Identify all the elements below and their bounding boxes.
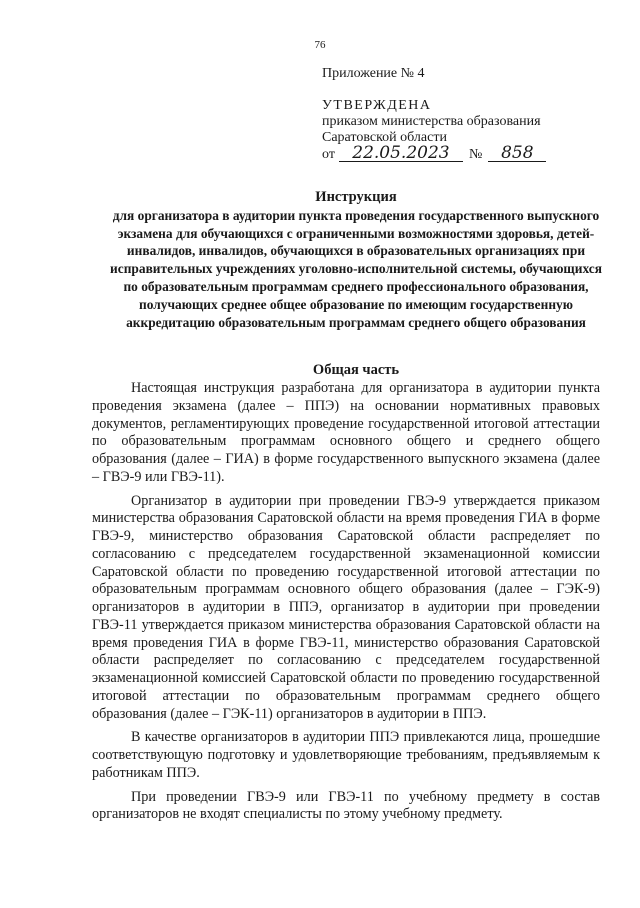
section-body bbox=[92, 380, 600, 830]
paragraph: В качестве организаторов в аудитории ППЭ привлекаются лица, прошедшие соответствующую подготовку и удовлетворяющие требованиям, предъявляемым к работникам ППЭ. bbox=[92, 729, 600, 781]
document-title: Инструкция bbox=[315, 189, 397, 205]
document-title-block bbox=[108, 189, 604, 331]
paragraph: При проведении ГВЭ-9 или ГВЭ-11 по учебному предмету в состав организаторов не входят специалисты по этому учебному предмету. bbox=[92, 788, 600, 823]
approval-block bbox=[322, 66, 622, 163]
paragraph: Настоящая инструкция разработана для организатора в аудитории пункта проведения экзамена (далее – ППЭ) на основании нормативных правовых документов, регламентирующих проведение государственной итоговой аттестации по образовательным программам основного общего и среднего общего образования (далее – ГИА) в форме государственного выпускного экзамена (далее – ГВЭ-9 или ГВЭ-11). bbox=[92, 380, 600, 485]
number-prefix: № bbox=[468, 147, 483, 162]
order-date-number-line bbox=[322, 143, 622, 163]
handwritten-date: 22.05.2023 bbox=[339, 146, 463, 162]
section-title: Общая часть bbox=[312, 362, 400, 378]
approved-stamp-text: УТВЕРЖДЕНА bbox=[322, 98, 432, 113]
order-line-2: Саратовской области bbox=[322, 130, 447, 145]
date-prefix: от bbox=[322, 147, 335, 162]
paragraph: Организатор в аудитории при проведении ГВЭ-9 утверждается приказом министерства образования Саратовской области на время проведения ГИА в форме ГВЭ-9, министерство образования Саратовской области распределяет по согласованию с председателем государственной экзаменационной комиссии Саратовской области по проведению государственной итоговой аттестации по образовательным программам основного общего образования (далее – ГЭК-9) организаторов в аудитории в ППЭ, организатор в аудитории при проведении ГВЭ-11 утверждается приказом министерства образования Саратовской области на время проведения ГИА в форме ГВЭ-11, министерство образования Саратовской области распределяет по согласованию с председателем государственной экзаменационной комиссией Саратовской области по проведению государственной итоговой аттестации по образовательным программам среднего общего образования (далее – ГЭК-11) организаторов в аудитории в ППЭ. bbox=[92, 492, 600, 722]
page-number: 76 bbox=[314, 39, 326, 51]
order-line-1: приказом министерства образования bbox=[322, 114, 541, 129]
appendix-label: Приложение № 4 bbox=[322, 66, 425, 81]
document-subtitle: для организатора в аудитории пункта проведения государственного выпускного экзамена для обучающихся с ограниченными возможностями здоровья, детей-инвалидов, инвалидов, обучающихся в образовательных организациях при исправительных учреждениях уголовно-исполнительной системы, обучающихся по образовательным программам среднего профессионального образования, получающих среднее общее образование по имеющим государственную аккредитацию образовательным программам среднего общего образования bbox=[110, 207, 602, 330]
handwritten-order-number: 858 bbox=[488, 146, 546, 162]
